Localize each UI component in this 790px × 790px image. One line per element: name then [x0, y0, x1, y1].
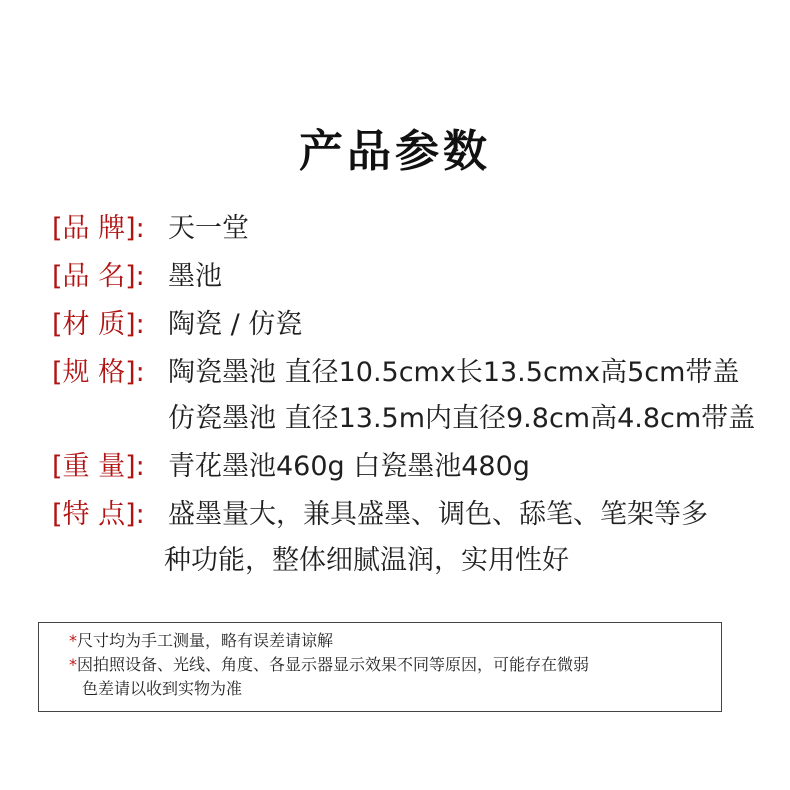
- spec-value: 陶瓷 / 仿瓷: [168, 309, 303, 340]
- spec-label: [重 量]:: [52, 451, 145, 482]
- spec-row-brand: [52, 206, 762, 252]
- disclaimer-text: 色差请以收到实物为准: [82, 679, 243, 698]
- disclaimer-text: 因拍照设备、光线、角度、各显示器显示效果不同等原因，可能存在微弱: [77, 655, 590, 674]
- spec-row-name: [52, 254, 762, 300]
- spec-value: 青花墨池460g 白瓷墨池480g: [168, 451, 530, 482]
- spec-value: 墨池: [168, 261, 222, 292]
- spec-row-material: [52, 302, 762, 348]
- spec-label: [规 格]:: [52, 357, 145, 388]
- spec-label: [特 点]:: [52, 499, 145, 530]
- spec-row-features: [52, 492, 762, 584]
- asterisk-mark: *: [69, 631, 77, 650]
- spec-list: [52, 206, 762, 584]
- disclaimer-line: [69, 677, 721, 701]
- disclaimer-line: [69, 629, 721, 653]
- spec-value: 天一堂: [168, 213, 249, 244]
- spec-label: [品 牌]:: [52, 213, 145, 244]
- spec-value: 仿瓷墨池 直径13.5m内直径9.8cm高4.8cm带盖: [168, 403, 756, 434]
- spec-value: 种功能，整体细腻温润，实用性好: [164, 545, 569, 576]
- disclaimer-line: [69, 653, 721, 677]
- spec-value: 陶瓷墨池 直径10.5cmx长13.5cmx高5cm带盖: [168, 357, 740, 388]
- spec-row-weight: [52, 444, 762, 490]
- spec-label: [品 名]:: [52, 261, 145, 292]
- disclaimer-box: [38, 622, 722, 712]
- spec-row-size: [52, 350, 762, 442]
- page-title: 产品参数: [299, 126, 491, 177]
- spec-value: 盛墨量大，兼具盛墨、调色、舔笔、笔架等多: [168, 499, 708, 530]
- asterisk-mark: *: [69, 655, 77, 674]
- spec-label: [材 质]:: [52, 309, 145, 340]
- disclaimer-text: 尺寸均为手工测量，略有误差请谅解: [77, 631, 334, 650]
